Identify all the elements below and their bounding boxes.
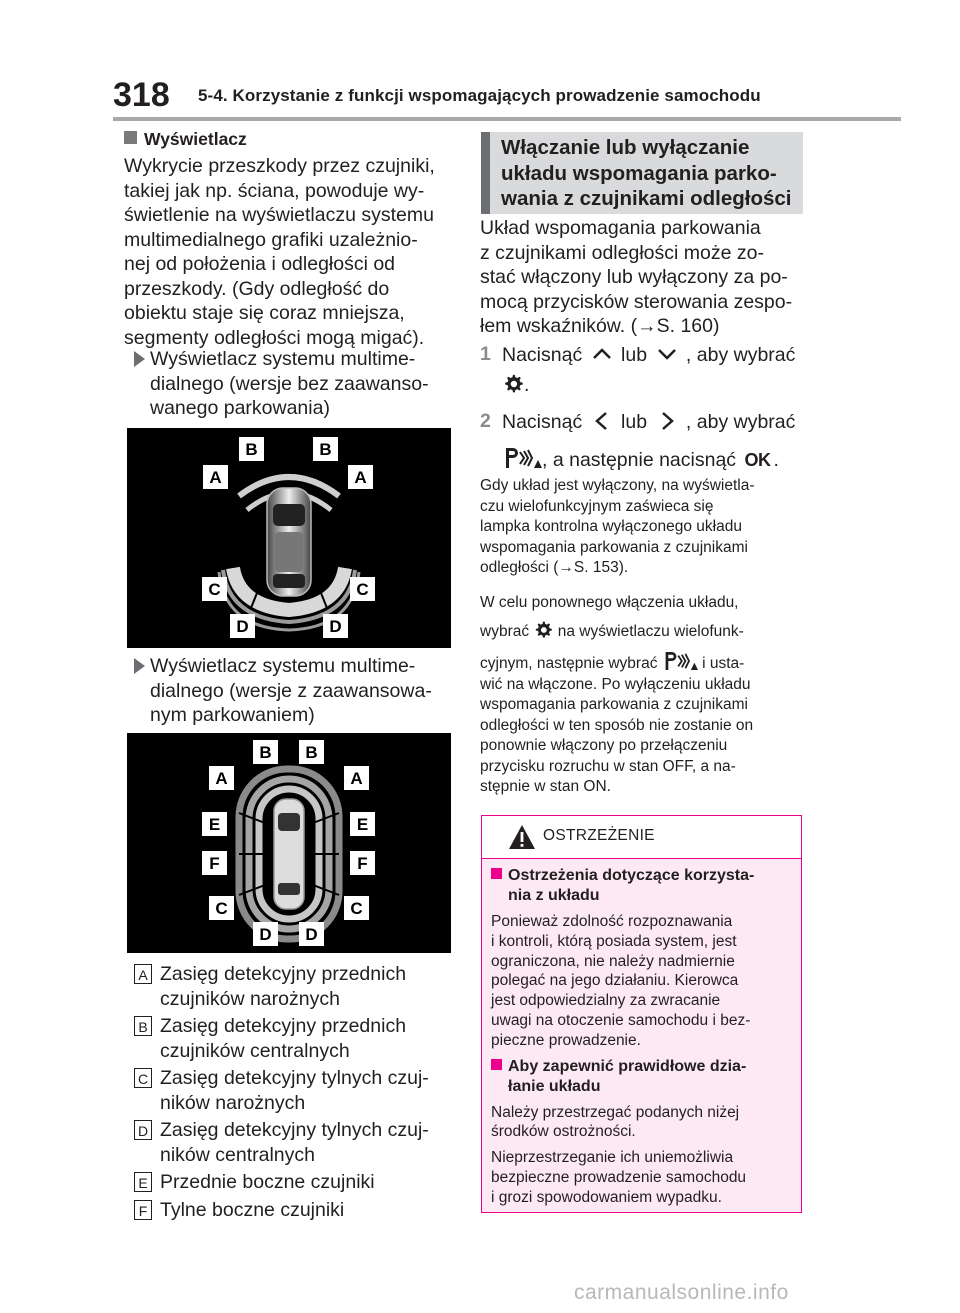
legend-line: Zasięg detekcyjny przednich [160, 963, 407, 985]
legend-line: Zasięg detekcyjny tylnych czuj- [160, 1119, 429, 1141]
note-line: wić na włączone. Po wyłączeniu układu [480, 675, 751, 693]
legend-key: E [134, 1172, 152, 1192]
warning-sub2-line: Aby zapewnić prawidłowe dzia- [508, 1057, 747, 1075]
warning-box [481, 815, 802, 1213]
toggle-intro-line: stać włączony lub wyłączony za po- [480, 266, 788, 288]
warning-sub1-line: Ostrzeżenia dotyczące korzysta- [508, 867, 755, 884]
diagram2-label-D-right: D [305, 925, 318, 944]
diagram2-label-E-right: E [356, 815, 369, 834]
chevron-up-icon [588, 345, 616, 363]
diagram-label-B-right: B [319, 440, 332, 459]
toggle-intro-line: mocą przycisków sterowania zespo- [480, 290, 793, 313]
toggle-intro-line: Układ wspomagania parkowania [480, 217, 761, 239]
warning-text-line: Ponieważ zdolność rozpoznawania [491, 913, 733, 930]
section-heading-line: Włączanie lub wyłączanie [501, 136, 750, 159]
bullet-line: nym parkowaniem) [150, 704, 315, 726]
sensor-display-advanced-svg [127, 733, 451, 953]
chevron-right-icon [653, 410, 681, 432]
diagram2-label-A-right: A [350, 769, 363, 788]
diagram-label-C-right: C [356, 580, 369, 599]
page-number: 318 [113, 76, 170, 114]
step-text: Nacisnąć [502, 411, 583, 433]
step-text: , aby wybrać [685, 344, 796, 366]
diagram2-label-F-right: F [357, 854, 368, 873]
note-line: odległości w ten sposób nie zostanie on [480, 716, 754, 734]
warning-sub1 [491, 866, 796, 906]
intro-line: przeszkody. (Gdy odległość do [124, 277, 390, 300]
diagram-label-A-right: A [354, 468, 367, 487]
diagram-label-D-right: D [329, 617, 342, 636]
note-line: Gdy układ jest wyłączony, na wyświetla- [480, 477, 755, 494]
warning-text-line: środków ostrożności. [491, 1123, 636, 1141]
warning-sub1-line: nia z układu [508, 887, 600, 904]
diagram2-label-A-left: A [215, 769, 228, 788]
note-text: na wyświetlaczu wielofunk- [557, 622, 744, 640]
intro-line: świetlenie na wyświetlaczu systemu [124, 204, 434, 226]
chapter-title: 5-4. Korzystanie z funkcji wspomagających prowadzenie samochodu [198, 86, 761, 105]
note-text: cyjnym, następnie wybrać [480, 655, 658, 672]
step-number: 2 [480, 410, 491, 432]
legend-line: Zasięg detekcyjny tylnych czuj- [160, 1067, 429, 1089]
legend-key: A [134, 964, 152, 984]
note-reenable [480, 593, 805, 798]
warning-text-line: polegać na jego działaniu. Kierowca [491, 972, 739, 990]
intro-line: takiej jak np. ściana, powoduje wy- [124, 179, 425, 202]
section-heading-line: wania z czujnikami odległości [501, 187, 792, 210]
step-text: . [773, 449, 779, 471]
display-section-title [124, 128, 454, 150]
diagram2-label-F-left: F [209, 854, 220, 873]
legend-key: C [134, 1068, 152, 1088]
legend-key: D [134, 1120, 152, 1140]
legend-line: ników centralnych [160, 1143, 315, 1166]
note-line: wspomagania parkowania z czujnikami [480, 538, 748, 556]
note-line: czu wielofunkcyjnym zaświeca się [480, 497, 714, 515]
sensor-display-advanced [127, 733, 451, 953]
note-line: przycisku rozruchu w stan OFF, a na- [480, 757, 736, 775]
toggle-intro [480, 216, 805, 339]
intro-line: nej od położenia i odległości od [124, 253, 396, 275]
bullet-standard-display [124, 347, 454, 421]
legend-line: czujników narożnych [160, 987, 340, 1010]
section-heading-line: układu wspomagania parko- [501, 161, 777, 185]
warning-sub2 [491, 1057, 796, 1097]
diagram-label-C-left: C [208, 580, 221, 599]
step-text: , aby wybrać [685, 411, 796, 433]
bullet-line: dialnego (wersje bez zaawanso- [150, 372, 429, 395]
note-text: wybrać [480, 622, 530, 640]
toggle-intro-line: z czujnikami odległości może zo- [480, 241, 764, 264]
step-text: lub [621, 344, 648, 366]
legend-line: ników narożnych [160, 1091, 306, 1114]
note-line: wspomagania parkowania z czujnikami [480, 696, 748, 713]
legend-line: Zasięg detekcyjny przednich [160, 1015, 407, 1037]
note-line: W celu ponownego włączenia układu, [480, 594, 739, 611]
diagram2-label-B-right: B [305, 743, 318, 762]
note-line: ponownie włączony po przełączeniu [480, 737, 728, 754]
diagram2-label-C-left: C [215, 899, 228, 918]
intro-line: multimedialnego grafiki uzależnio- [124, 228, 418, 251]
diagram2-label-B-left: B [259, 743, 272, 762]
ok-button-icon: OK [744, 450, 771, 470]
warning-text-line: ograniczona, nie należy nadmiernie [491, 952, 735, 970]
bullet-line: dialnego (wersje z zaawansowa- [150, 679, 432, 702]
diagram2-label-C-right: C [350, 899, 363, 918]
warning-sub2-line: łanie układu [508, 1077, 601, 1095]
bullet-advanced-display [124, 654, 454, 728]
toggle-intro-line: łem wskaźników. (→S. 160) [480, 315, 720, 337]
step-text: Nacisnąć [502, 344, 583, 366]
warning-text-line: jest odpowiedzialny za zwracanie [491, 992, 721, 1010]
legend-key: F [134, 1200, 152, 1220]
parking-sensor-icon [502, 446, 542, 470]
section-heading-box [481, 132, 803, 214]
note-line: stępnie w stan ON. [480, 778, 611, 795]
note-line: lampka kontrolna wyłączonego układu [480, 518, 742, 535]
warning-text-line: bezpieczne prowadzenie samochodu [491, 1168, 747, 1186]
note-off-indicator [480, 476, 805, 579]
warning-text-line: Nieprzestrzeganie ich uniemożliwia [491, 1149, 734, 1167]
section-heading-bar [481, 132, 490, 214]
warning-text-line: uwagi na otoczenie samochodu i bez- [491, 1011, 751, 1029]
display-section-title-text: Wyświetlacz [144, 129, 247, 149]
warning-triangle-icon [508, 824, 536, 850]
section-marker [124, 131, 137, 144]
step-text: lub [621, 411, 648, 433]
legend-line: Przednie boczne czujniki [160, 1171, 375, 1193]
diagram2-label-E-left: E [208, 815, 221, 834]
sensor-display-standard-svg [127, 428, 451, 648]
legend-line: Tylne boczne czujniki [160, 1199, 345, 1221]
intro-line: segmenty odległości mogą migać). [124, 326, 425, 349]
intro-line: obiektu staje się coraz mniejsza, [124, 302, 405, 324]
warning-header [482, 816, 801, 859]
diagram-label-A-left: A [209, 468, 222, 487]
chevron-down-icon [653, 345, 681, 363]
diagram2-label-D-left: D [259, 925, 272, 944]
step-text: . [524, 374, 530, 396]
diagram-label-D-left: D [236, 617, 249, 636]
step-number: 1 [480, 343, 491, 365]
warning-title: OSTRZEŻENIE [543, 827, 655, 844]
sensor-display-standard [127, 428, 451, 648]
gear-icon [502, 373, 524, 395]
header-rule [113, 117, 901, 121]
warning-sub-marker [491, 868, 502, 879]
diagram-label-B-left: B [245, 440, 258, 459]
bullet-line: wanego parkowania) [150, 397, 330, 419]
bullet-line: Wyświetlacz systemu multime- [150, 655, 416, 677]
warning-text-line: i kontroli, którą posiada system, jest [491, 932, 737, 950]
warning-sub-marker [491, 1059, 502, 1070]
bullet-arrow-icon [134, 351, 145, 367]
parking-sensor-icon [662, 650, 698, 672]
bullet-line: Wyświetlacz systemu multime- [150, 348, 416, 370]
intro-line: Wykrycie przeszkody przez czujniki, [124, 155, 435, 177]
warning-text-line: i grozi spowodowaniem wypadku. [491, 1188, 722, 1206]
legend-line: czujników centralnych [160, 1039, 350, 1062]
gear-icon [533, 620, 553, 640]
warning-text-line: pieczne prowadzenie. [491, 1031, 641, 1049]
watermark: carmanualsonline.info [574, 1281, 789, 1304]
step-text: , a następnie nacisnąć [542, 449, 737, 471]
display-intro [124, 154, 454, 350]
legend-key: B [134, 1016, 152, 1036]
bullet-arrow-icon [134, 658, 145, 674]
warning-text-line: Należy przestrzegać podanych niżej [491, 1103, 740, 1121]
note-text: i usta- [702, 655, 745, 672]
chevron-left-icon [588, 410, 616, 432]
note-line: odległości (→S. 153). [480, 559, 629, 576]
